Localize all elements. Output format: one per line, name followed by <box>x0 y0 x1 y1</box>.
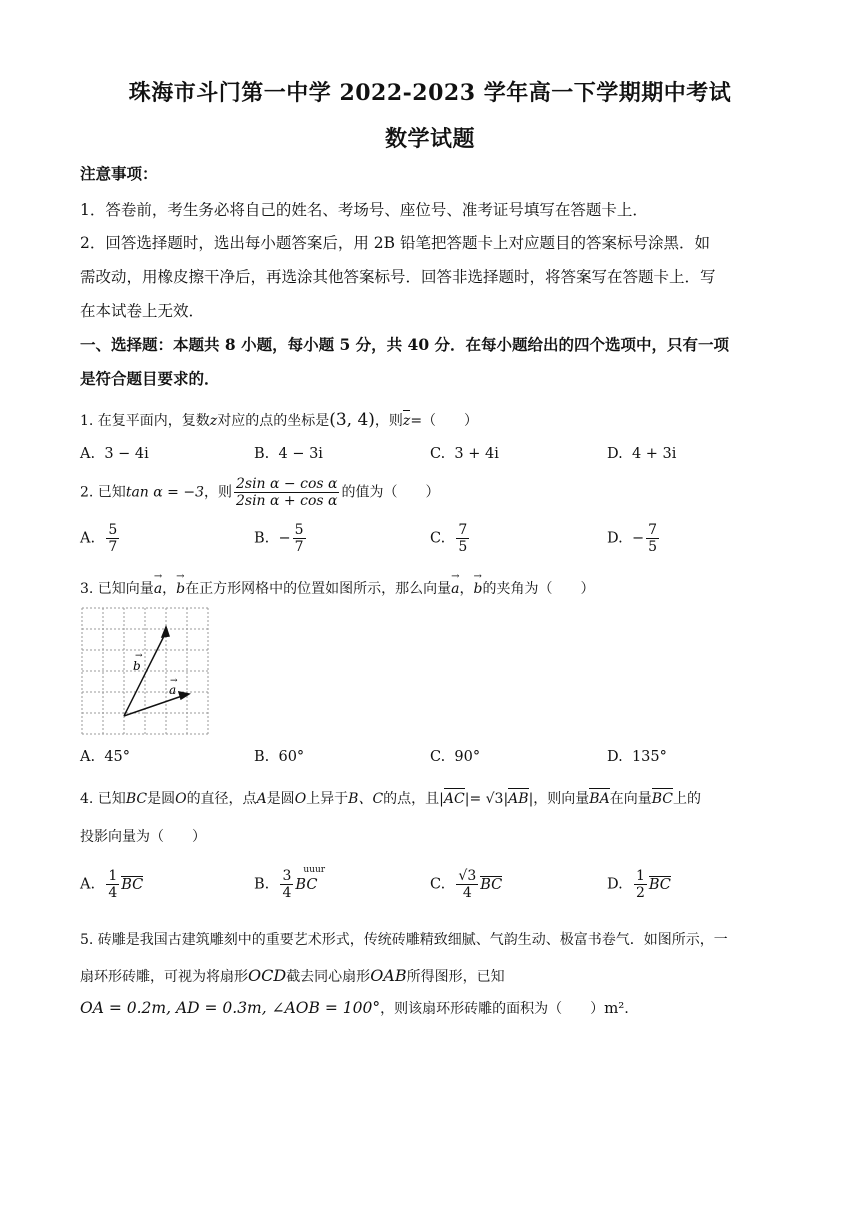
q2-options <box>80 522 786 555</box>
question-5-line-3: OA = 0.2m, AD = 0.3m, ∠AOB = 100°，则该扇环形砖雕的面积为（ ）m²． <box>80 999 639 1017</box>
q4-vector-ba: BA <box>589 791 610 807</box>
vector-grid-figure <box>80 606 212 740</box>
q5-unit: m² <box>604 999 625 1017</box>
q1-var: z <box>209 413 218 429</box>
question-5-line-1: 5. 砖雕是我国古建筑雕刻中的重要艺术形式，传统砖雕精致细腻、气韵生动、极富书卷气．如图所示，一 <box>80 932 728 948</box>
question-4: 4. 已知BC是圆O的直径，点A是圆O上异于B、C的点，且|AC|= √3|AB|，则向量BA在向量BC上的 <box>80 791 701 807</box>
q4-option-d[interactable]: D. $\frac{1}{2}$ BC <box>607 868 671 901</box>
q3-vector-a: → a <box>154 575 162 599</box>
label-b: b <box>133 659 141 673</box>
q1-options <box>80 446 786 476</box>
section1-line-2: 是符合题目要求的． <box>80 369 220 388</box>
q1-eq: =（ ） <box>410 413 479 429</box>
q1-mid: 对应的点的坐标是 <box>217 413 330 429</box>
q1-option-d[interactable]: D. 4 + 3i <box>607 446 677 462</box>
question-1 <box>80 410 786 431</box>
question-3: 3. 已知向量→ a，→ b在正方形网格中的位置如图所示，那么向量→ a，→ b的夹角为（ ） <box>80 575 786 599</box>
q3-vector-b: → b <box>176 575 185 599</box>
exam-subtitle: 数学试题 <box>384 126 475 152</box>
q1-prefix: 1. 在复平面内，复数 <box>80 413 210 429</box>
question-4-line-2: 投影向量为（ ） <box>80 829 206 845</box>
q4-vector-ac: AC <box>443 791 465 807</box>
q3-suffix: 的夹角为（ ） <box>482 581 595 597</box>
q2-fraction: $\frac{\text{2sin α − cos α}}{\text{2sin α + cos α}}$ <box>235 476 338 509</box>
q1-coord: (3, 4) <box>329 410 375 430</box>
q2-prefix: 2. 已知 <box>80 484 126 501</box>
label-a: a <box>169 683 177 697</box>
question-2 <box>80 476 786 509</box>
q3-option-d[interactable]: D. 135° <box>607 749 667 765</box>
q1-option-b[interactable]: B. 4 − 3i <box>254 446 323 462</box>
q2-option-d[interactable]: D. − $\frac{7}{5}$ <box>607 522 658 555</box>
q4-option-b-mark: uuur <box>303 864 326 875</box>
q1-conj: z <box>402 413 411 429</box>
question-5-line-2: 扇环形砖雕，可视为将扇形OCD截去同心扇形OAB所得图形，已知 <box>80 966 505 985</box>
q5-given-values: OA = 0.2m, AD = 0.3m, ∠AOB = 100° <box>80 999 381 1017</box>
q1-option-c[interactable]: C. 3 + 4i <box>430 446 499 462</box>
notes-item-2-line-1: 2．回答选择题时，选出每小题答案后，用 2B 铅笔把答题卡上对应题目的答案标号涂黑．如 <box>80 234 710 252</box>
q2-given: tan α = −3 <box>125 484 204 501</box>
q3-comma: ， <box>162 581 177 597</box>
q3-option-a[interactable]: A. 45° <box>80 749 131 765</box>
q2-option-b[interactable]: B. − $\frac{5}{7}$ <box>254 522 304 555</box>
section1-line-1: 一、选择题：本题共 8 小题，每小题 5 分，共 40 分．在每小题给出的四个选项中，只有一项 <box>80 335 730 354</box>
q4-option-b[interactable]: B. $\frac{3}{4}$ uuur BC <box>254 864 326 901</box>
label-b-arrow-icon: → <box>135 651 143 661</box>
q4-options <box>80 864 786 901</box>
q2-option-c[interactable]: C. $\frac{7}{5}$ <box>430 522 468 555</box>
q3-option-c[interactable]: C. 90° <box>430 749 481 765</box>
q3-prefix: 3. 已知向量 <box>80 581 154 597</box>
notes-heading: 注意事项： <box>80 164 158 183</box>
q1-option-a[interactable]: A. 3 − 4i <box>80 446 149 462</box>
notes-item-2-line-2: 需改动，用橡皮擦干净后，再选涂其他答案标号．回答非选择题时，将答案写在答题卡上．写 <box>80 268 716 286</box>
notes-item-1: 1．答卷前，考生务必将自己的姓名、考场号、座位号、准考证号填写在答题卡上． <box>80 201 648 219</box>
grid-lines <box>82 608 208 734</box>
q3-option-b[interactable]: B. 60° <box>254 749 305 765</box>
q3-mid: 在正方形网格中的位置如图所示，那么向量 <box>185 581 452 597</box>
q4-option-c[interactable]: C. $\frac{√3}{4}$ BC <box>430 868 503 901</box>
label-a-arrow-icon: → <box>170 676 178 686</box>
q4-vector-ab: AB <box>508 791 529 807</box>
exam-title: 珠海市斗门第一中学 2022-2023 学年高一下学期期中考试 <box>128 80 732 106</box>
q4-option-a[interactable]: A. $\frac{1}{4}$ BC <box>80 868 144 901</box>
notes-item-2-line-3: 在本试卷上无效． <box>80 302 205 320</box>
q2-option-a[interactable]: A. $\frac{5}{7}$ <box>80 522 118 555</box>
q2-suffix: 的值为（ ） <box>341 484 440 501</box>
q3-options <box>80 749 786 779</box>
q1-suffix: ，则 <box>374 413 403 429</box>
q2-mid: ，则 <box>203 484 232 501</box>
